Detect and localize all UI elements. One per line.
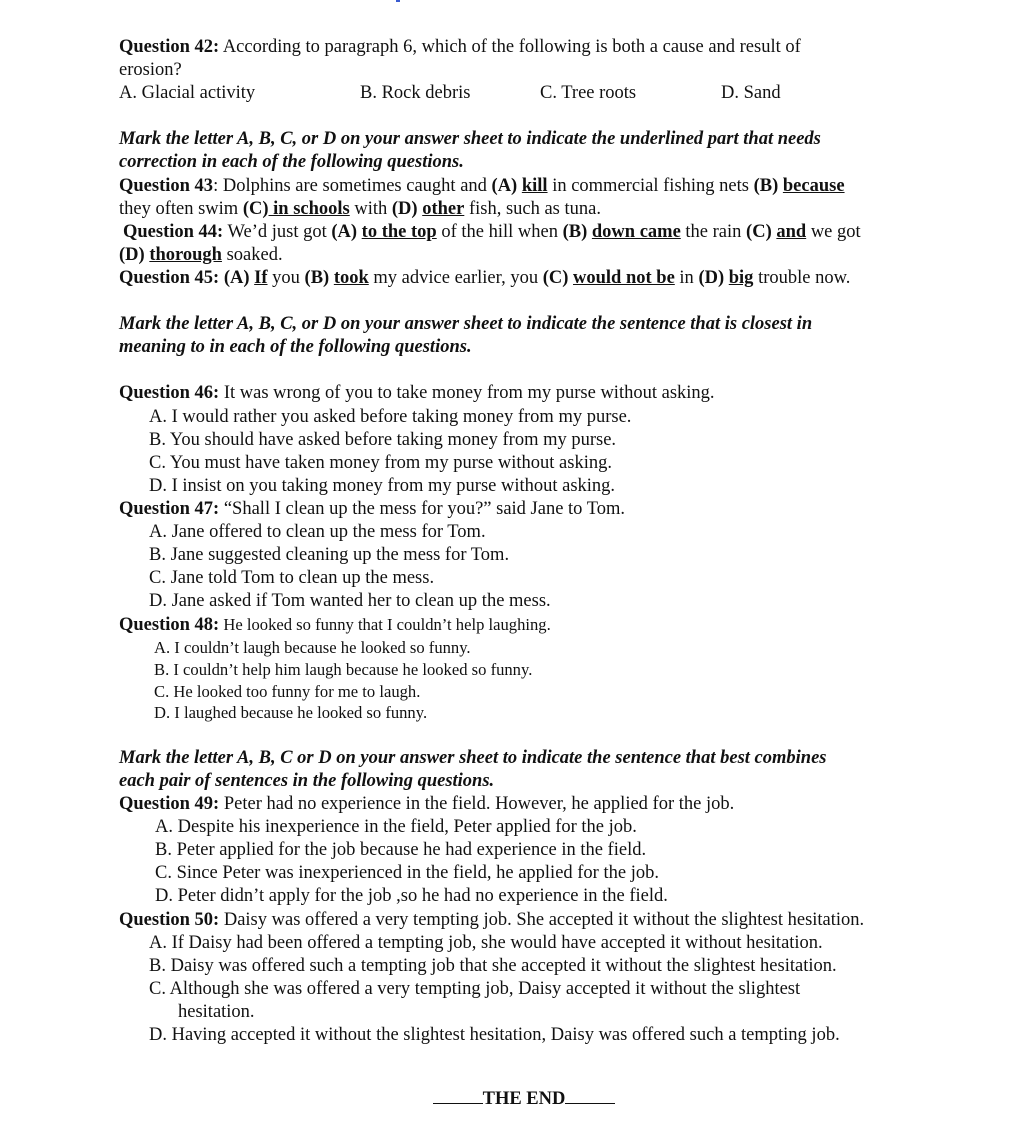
- option-a: A. Despite his inexperience in the field, Peter applied for the job.: [155, 817, 637, 838]
- instruction-combine-cont: each pair of sentences in the following questions.: [119, 771, 495, 791]
- underlined-b: down came: [591, 221, 681, 242]
- option-d: D. I insist on you taking money from my purse without asking.: [149, 475, 616, 496]
- instruction-closest-meaning: Mark the letter A, B, C, or D on your answer sheet to indicate the sentence that is closest in: [119, 314, 813, 335]
- option-a: A. Glacial activity: [119, 83, 256, 104]
- question-label: Question 44:: [123, 221, 224, 242]
- option-d: D. Peter didn’t apply for the job ,so he had no experience in the field.: [155, 886, 668, 907]
- question-label: Question 45:: [119, 267, 220, 288]
- option-a: A. If Daisy had been offered a tempting job, she would have accepted it without hesitation.: [149, 932, 823, 953]
- option-b: B. Rock debris: [360, 83, 471, 104]
- option-d: D. I laughed because he looked so funny.: [154, 703, 428, 723]
- option-c: C. Since Peter was inexperienced in the field, he applied for the job.: [155, 863, 659, 884]
- question-42-options: [119, 82, 979, 105]
- underlined-d: thorough: [149, 244, 222, 265]
- question-42-cont: erosion?: [119, 60, 182, 81]
- question-label: Question 48:: [119, 615, 220, 636]
- underlined-a: If: [254, 267, 268, 288]
- end-rule-left: [433, 1089, 483, 1104]
- question-49: Question 49: Peter had no experience in the field. However, he applied for the job.: [119, 794, 735, 815]
- question-50: Question 50: Daisy was offered a very tempting job. She accepted it without the slightest hesitation.: [119, 909, 865, 930]
- option-b: B. Daisy was offered such a tempting job that she accepted it without the slightest hesitation.: [149, 955, 837, 976]
- question-label: Question 50:: [119, 909, 220, 930]
- option-b: B. You should have asked before taking money from my purse.: [149, 429, 617, 450]
- option-a: A. I would rather you asked before taking money from my purse.: [149, 406, 632, 427]
- option-c: C. You must have taken money from my purse without asking.: [149, 452, 612, 473]
- question-label: Question 46:: [119, 383, 220, 404]
- underlined-a: to the top: [361, 221, 437, 242]
- question-47: Question 47: “Shall I clean up the mess for you?” said Jane to Tom.: [119, 498, 625, 519]
- underlined-b: took: [333, 267, 369, 288]
- option-a: A. Jane offered to clean up the mess for Tom.: [149, 521, 486, 542]
- end-text: THE END: [482, 1089, 566, 1109]
- instruction-combine: Mark the letter A, B, C or D on your answer sheet to indicate the sentence that best combines: [119, 747, 827, 768]
- underlined-c: in schools: [268, 198, 350, 219]
- question-label: Question 49:: [119, 794, 220, 815]
- option-d: D. Sand: [721, 83, 781, 104]
- instruction-closest-meaning-cont: meaning to in each of the following questions.: [119, 337, 472, 358]
- option-b: B. I couldn’t help him laugh because he looked so funny.: [154, 660, 533, 680]
- option-c: C. Tree roots: [540, 83, 637, 104]
- option-b: B. Jane suggested cleaning up the mess for Tom.: [149, 545, 510, 566]
- option-d: D. Jane asked if Tom wanted her to clean up the mess.: [149, 591, 551, 612]
- option-c: C. Although she was offered a very tempting job, Daisy accepted it without the slightest: [149, 978, 801, 999]
- question-text: According to paragraph 6, which of the following is both a cause and result of: [219, 37, 801, 57]
- question-44: Question 44: We’d just got (A) to the top of the hill when (B) down came the rain (C) and we got: [123, 221, 861, 242]
- instruction-error-id-cont: correction in each of the following questions.: [119, 152, 464, 173]
- exam-page: [119, 36, 979, 1047]
- instruction-error-id: Mark the letter A, B, C, or D on your answer sheet to indicate the underlined part that needs: [119, 129, 821, 150]
- top-mark: [396, 0, 400, 2]
- question-label: Question 42:: [119, 37, 220, 57]
- option-a: A. I couldn’t laugh because he looked so funny.: [154, 638, 471, 658]
- question-43-cont: they often swim (C) in schools with (D) other fish, such as tuna.: [119, 198, 601, 219]
- underlined-a: kill: [521, 175, 548, 196]
- question-44-cont: (D) thorough soaked.: [119, 244, 283, 265]
- option-d: D. Having accepted it without the slightest hesitation, Daisy was offered such a tempting job.: [149, 1025, 840, 1046]
- end-rule-right: [565, 1089, 615, 1104]
- end-marker: [0, 1089, 1024, 1110]
- underlined-d: other: [422, 198, 465, 219]
- underlined-c: would not be: [573, 267, 675, 288]
- option-c: C. He looked too funny for me to laugh.: [154, 681, 421, 701]
- question-label: Question 43: [119, 175, 214, 196]
- underlined-d: big: [728, 267, 754, 288]
- question-42: [119, 36, 979, 59]
- question-45: Question 45: (A) If you (B) took my advice earlier, you (C) would not be in (D) big trouble now.: [119, 267, 851, 288]
- question-43: Question 43: Dolphins are sometimes caught and (A) kill in commercial fishing nets (B) because: [119, 175, 845, 196]
- question-label: Question 47:: [119, 498, 220, 519]
- underlined-b: because: [782, 175, 845, 196]
- underlined-c: and: [776, 221, 807, 242]
- option-c-cont: hesitation.: [178, 1001, 255, 1022]
- question-46: Question 46: It was wrong of you to take money from my purse without asking.: [119, 383, 715, 404]
- question-48: Question 48: He looked so funny that I couldn’t help laughing.: [119, 615, 551, 636]
- option-b: B. Peter applied for the job because he had experience in the field.: [155, 840, 647, 861]
- option-c: C. Jane told Tom to clean up the mess.: [149, 568, 435, 589]
